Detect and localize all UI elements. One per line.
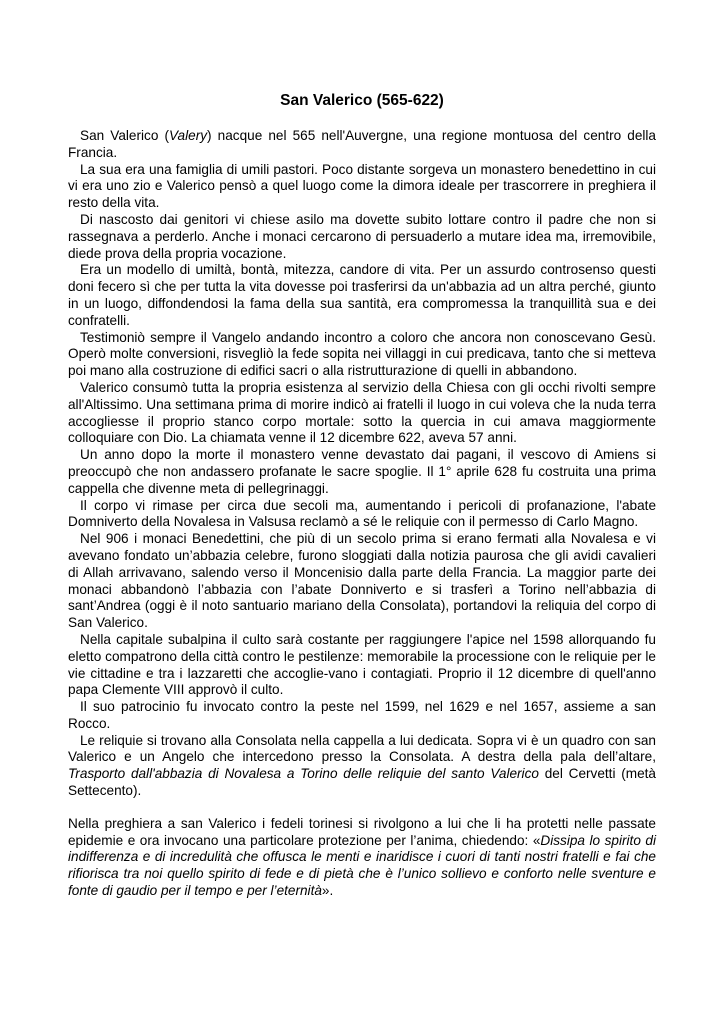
- paragraph: Il corpo vi rimase per circa due secoli ma, aumentando i pericoli di profanazione, l'abate Domniverto della Novalesa in Valsusa reclamò a sé le reliquie con il permesso di Carlo Magno.: [68, 497, 656, 530]
- paragraph: Testimoniò sempre il Vangelo andando incontro a coloro che ancora non conoscevano Gesù. Operò molte conversioni, risvegliò la fede sopita nei villaggi in cui predicava, tanto che si metteva poi mano alla costruzione di edifici sacri o alla ristrutturazione di quelli in abbandono.: [68, 329, 656, 379]
- paragraph: Valerico consumò tutta la propria esistenza al servizio della Chiesa con gli occhi rivolti sempre all'Altissimo. Una settimana prima di morire indicò ai fratelli il luogo in cui voleva che la nuda terra accogliesse il proprio stanco corpo mortale: sotto la quercia in cui amava maggiormente colloquiare con Dio. La chiamata venne il 12 dicembre 622, aveva 57 anni.: [68, 379, 656, 446]
- paragraph-text: San Valerico (: [80, 128, 169, 143]
- paragraph: [68, 733, 656, 800]
- paragraph-text: Le reliquie si trovano alla Consolata nella cappella a lui dedicata. Sopra vi è un quadro con san Valerico e un Angelo che intercedono presso la Consolata. A destra della pala dell’altare,: [68, 732, 656, 765]
- page-title: San Valerico (565-622): [280, 92, 444, 109]
- prayer-intro: Nella preghiera a san Valerico i fedeli torinesi si rivolgono a lui che li ha protetti nelle passate epidemie e ora invocano una particolare protezione per l’anima, chiedendo: «: [68, 815, 656, 848]
- paragraph: Di nascosto dai genitori vi chiese asilo ma dovette subito lottare contro il padre che non si rassegnava a perderlo. Anche i monaci cercarono di persuaderlo a mutare idea ma, irremovibile, diede prova della propria vocazione.: [68, 211, 656, 261]
- paragraph: Il suo patrocinio fu invocato contro la peste nel 1599, nel 1629 e nel 1657, assieme a san Rocco.: [68, 699, 656, 731]
- paragraph-text: del Cervetti (metà Settecento).: [68, 766, 656, 799]
- paragraph: La sua era una famiglia di umili pastori. Poco distante sorgeva un monastero benedettino in cui vi era uno zio e Valerico pensò a quel luogo come la dimora ideale per trascorrere in preghiera il resto della vita.: [68, 161, 656, 211]
- paragraph: [68, 128, 656, 162]
- paragraph-italic-text: Valery: [169, 128, 208, 143]
- paragraph: Un anno dopo la morte il monastero venne devastato dai pagani, il vescovo di Amiens si preoccupò che non andassero profanate le sacre spoglie. Il 1° aprile 628 fu costruita una prima cappella che divenne meta di pellegrinaggi.: [68, 447, 656, 496]
- prayer-paragraph: [68, 816, 656, 900]
- prayer-closing: ».: [321, 883, 334, 899]
- paragraph: Era un modello di umiltà, bontà, mitezza, candore di vita. Per un assurdo controsenso questi doni fecero sì che per tutta la vita dovesse poi trasferirsi da un'abbazia ad un altra perché, giunto in un luogo, diffondendosi la fama della sua santità, era compromessa la tranquillità sua e dei confratelli.: [68, 262, 656, 328]
- paragraph: Nella capitale subalpina il culto sarà costante per raggiungere l'apice nel 1598 allorquando fu eletto compatrono della città contro le pestilenze: memorabile la processione con le reliquie per le vie cittadine e tra i lazzaretti che accoglie-vano i contagiati. Proprio il 12 dicembre di quell'anno papa Clemente VIII approvò il culto.: [68, 631, 656, 698]
- document-body: [68, 128, 656, 900]
- paragraph: Nel 906 i monaci Benedettini, che più di un secolo prima si erano fermati alla Novalesa e vi avevano fondato un’abbazia celebre, furono sloggiati dalla notizia paurosa che gli avidi cavalieri di Allah arrivavano, salendo verso il Moncenisio dalla parte della Francia. La maggior parte dei monaci abbandonò l’abbazia con l’abate Donniverto e si trasferì a Torino nell’abbazia di sant’Andrea (oggi è il noto santuario mariano della Consolata), portandovi la reliquia del corpo di San Valerico.: [68, 531, 656, 631]
- prayer-quote: Dissipa lo spirito di indifferenza e di incredulità che offusca le menti e inaridisce i cuori di tanti nostri fratelli e fai che rifiorisca tra noi quello spirito di fede e di pietà che è l’unico sollievo e conforto nelle sventure e fonte di gaudio per il tempo e per l’eternità: [68, 832, 657, 899]
- paragraph-italic-text: Trasporto dall'abbazia di Novalesa a Torino delle reliquie del santo Valerico: [68, 766, 539, 782]
- paragraph-text: ) nacque nel 565 nell'Auvergne, una regione montuosa del centro della Francia.: [68, 128, 656, 160]
